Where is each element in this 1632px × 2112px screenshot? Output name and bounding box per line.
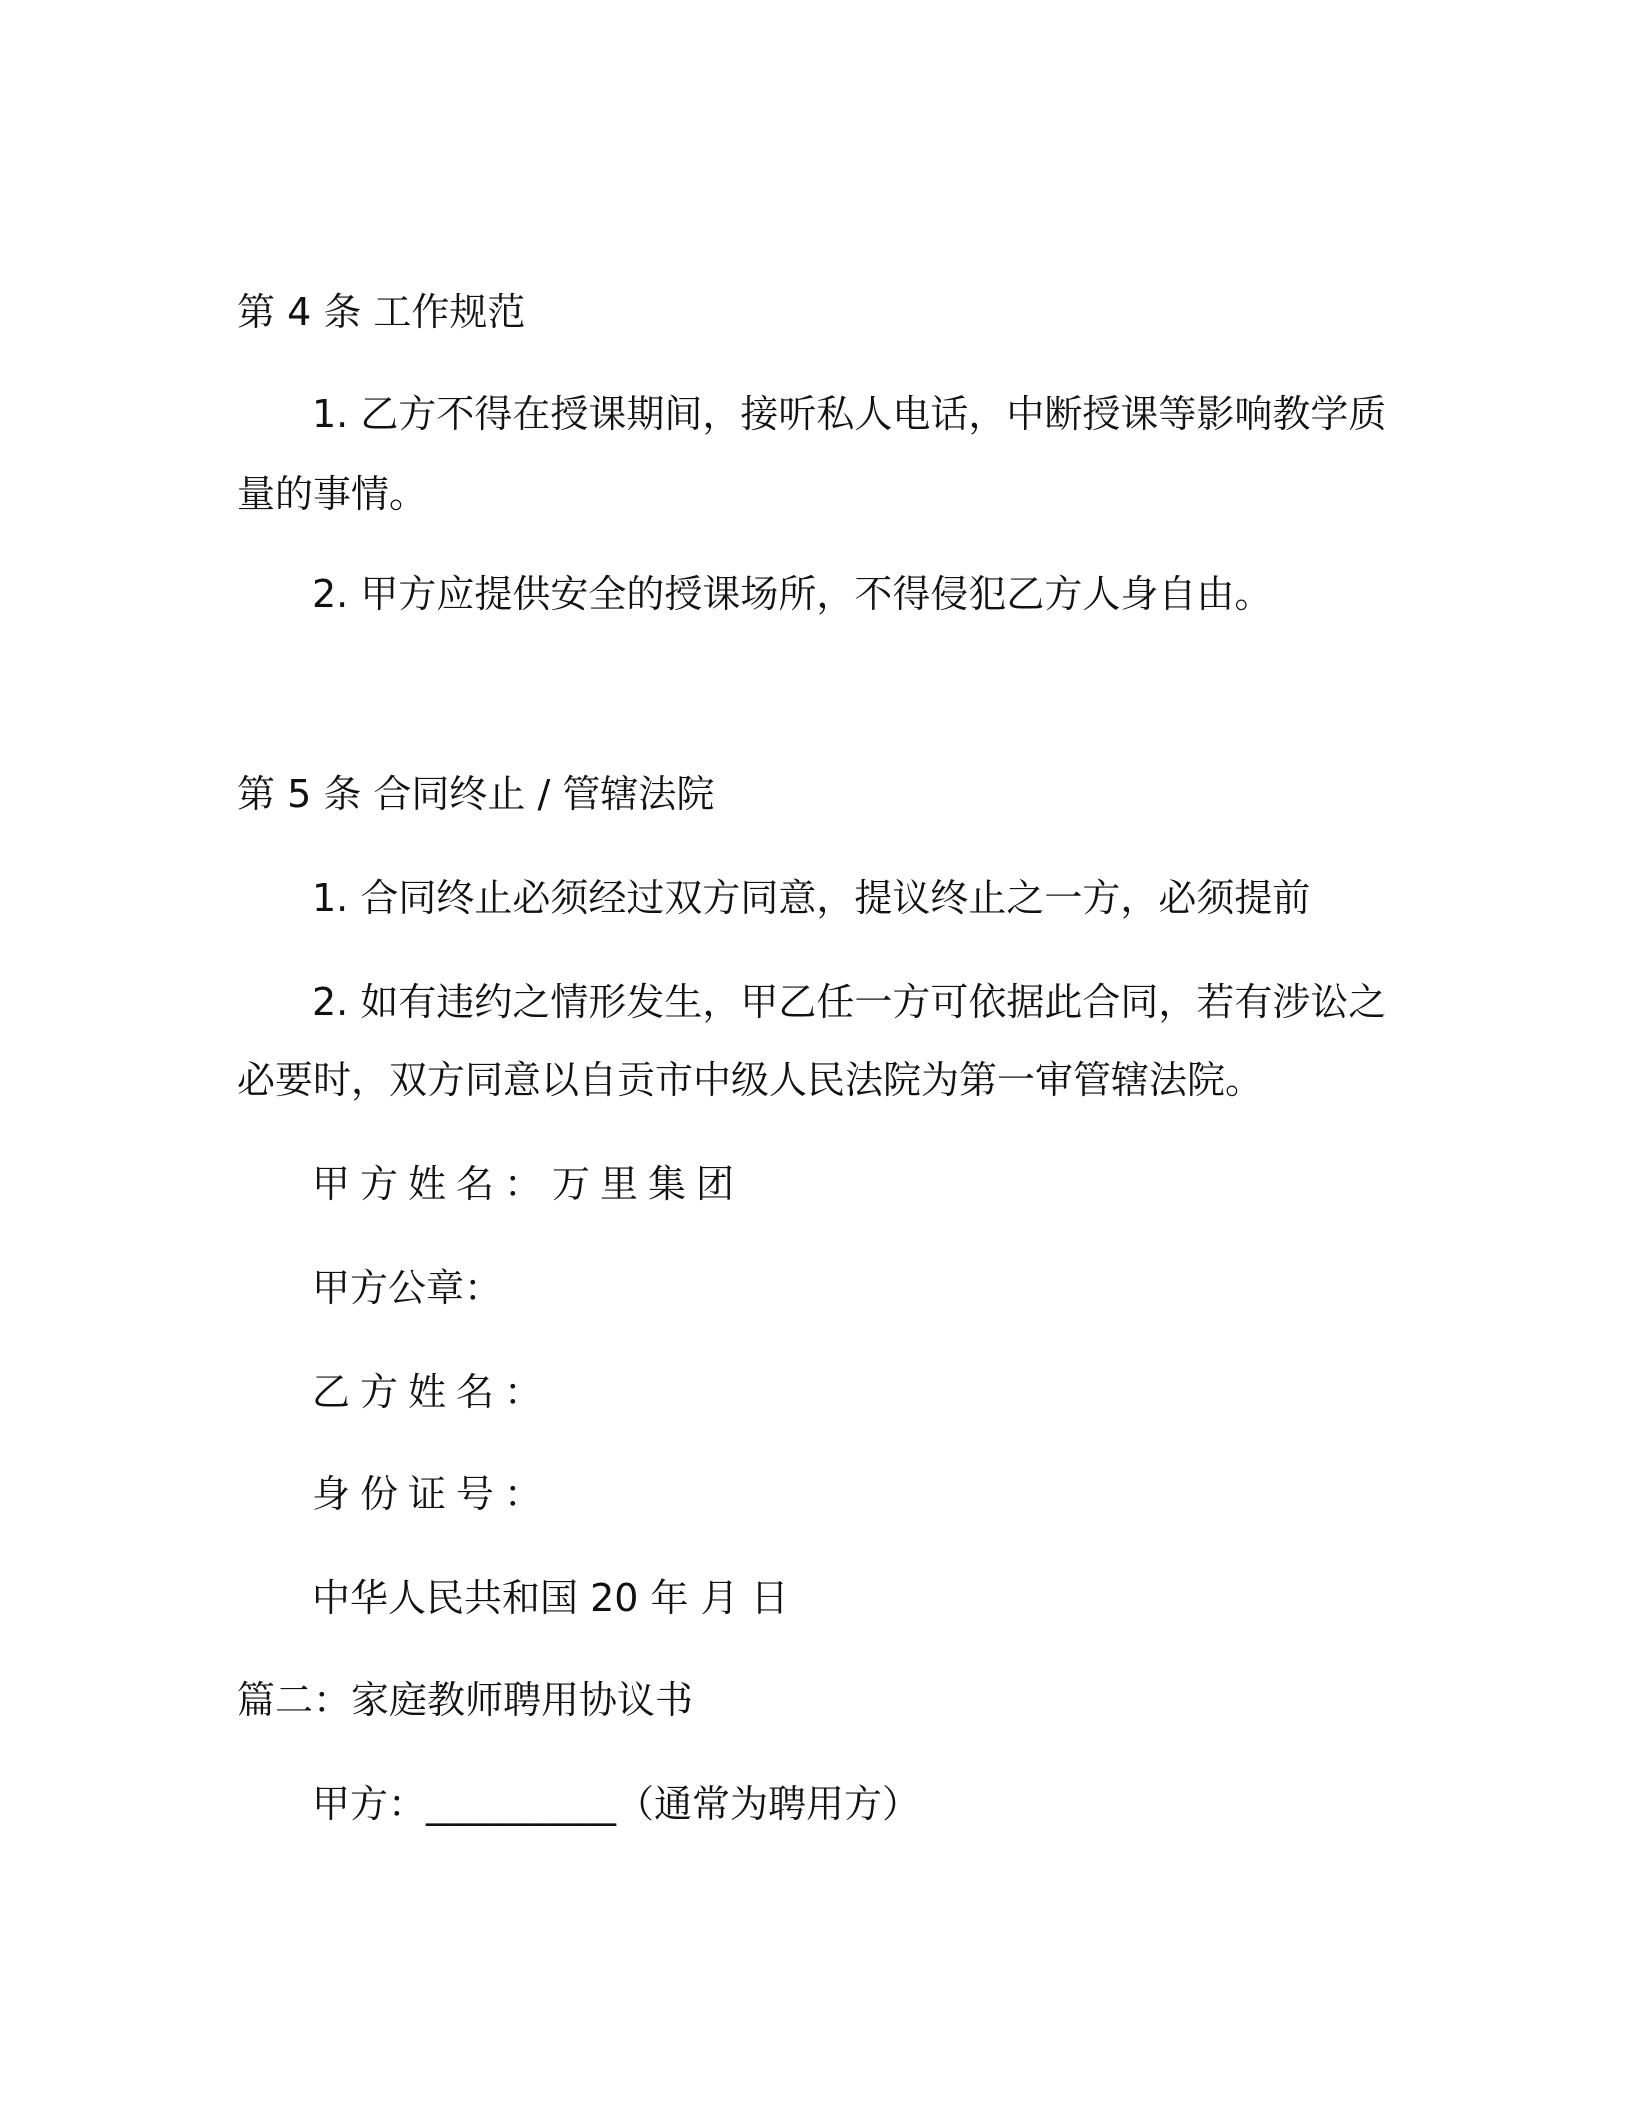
party-a-seal: 甲方公章： (312, 1266, 503, 1310)
article4-item1-line2: 量的事情。 (237, 472, 428, 516)
id-number: 身份证号： (312, 1472, 553, 1516)
article4-item1-line1: 1. 乙方不得在授课期间，接听私人电话，中断授课等影响教学质 (312, 392, 1387, 436)
article5-item2-line1: 2. 如有违约之情形发生，甲乙任一方可依据此合同，若有涉讼之 (312, 980, 1387, 1024)
article5-item2-line2: 必要时，双方同意以自贡市中级人民法院为第一审管辖法院。 (237, 1058, 1264, 1102)
part2-party-a: 甲方：__________（通常为聘用方） (312, 1782, 921, 1826)
article4-heading: 第 4 条 工作规范 (237, 290, 526, 334)
article5-heading: 第 5 条 合同终止 / 管辖法院 (237, 772, 715, 816)
article5-item1: 1. 合同终止必须经过双方同意，提议终止之一方，必须提前 (312, 876, 1311, 920)
party-b-name: 乙方姓名： (312, 1370, 553, 1414)
sign-date: 中华人民共和国 20 年 月 日 (312, 1576, 789, 1620)
article4-item2: 2. 甲方应提供安全的授课场所，不得侵犯乙方人身自由。 (312, 572, 1273, 616)
part2-title: 篇二：家庭教师聘用协议书 (237, 1678, 694, 1722)
party-a-name: 甲方姓名：万里集团 (312, 1162, 745, 1206)
